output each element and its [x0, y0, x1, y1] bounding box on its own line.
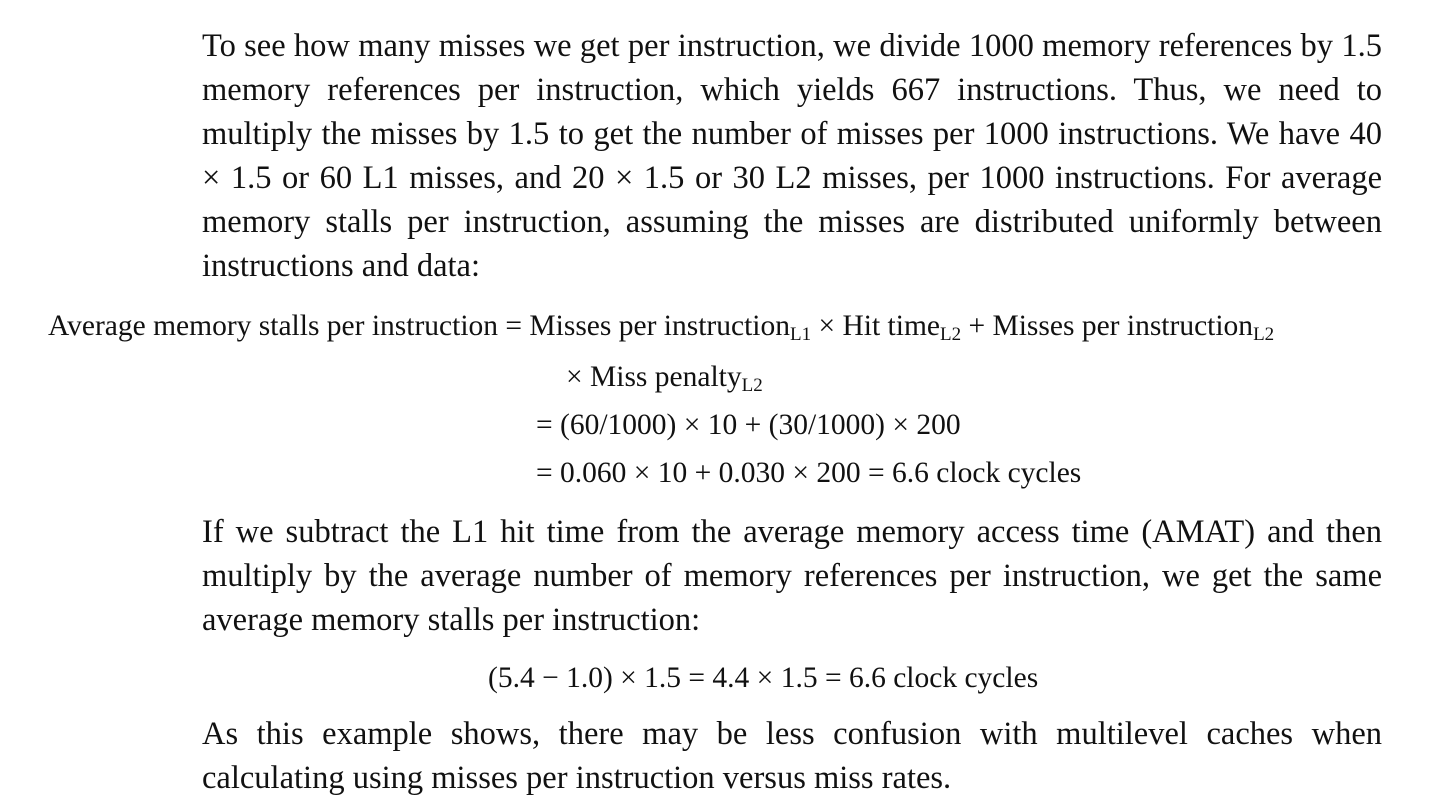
- term-miss-penalty: Miss penalty: [590, 361, 742, 393]
- times-sign: ×: [818, 310, 836, 342]
- term-hit-time: Hit time: [842, 310, 940, 342]
- term-misses-per-instruction-l1: Misses per instruction: [529, 310, 790, 342]
- subscript-l2: L2: [741, 375, 763, 396]
- paragraph-amat: If we subtract the L1 hit time from the average memory access time (AMAT) and then multiply by the average number of memory references per instruction, we get the same average memory stalls per instruction:: [202, 514, 1382, 638]
- equation-lhs: Average memory stalls per instruction: [48, 310, 499, 342]
- equation-amat: (5.4 − 1.0) × 1.5 = 4.4 × 1.5 = 6.6 clock cycles: [488, 662, 1039, 694]
- subscript-l2: L2: [940, 324, 962, 345]
- equation-line-4: = 0.060 × 10 + 0.030 × 200 = 6.6 clock cycles: [536, 457, 1082, 489]
- subscript-l2: L2: [1253, 324, 1275, 345]
- equals-sign: =: [505, 310, 523, 342]
- paragraph-conclusion: As this example shows, there may be less confusion with multilevel caches when calculating using misses per instruction versus miss rates.: [202, 716, 1382, 796]
- equation-line-3: = (60/1000) × 10 + (30/1000) × 200: [536, 409, 961, 441]
- times-sign: ×: [566, 361, 583, 393]
- plus-sign: +: [968, 310, 986, 342]
- paragraph-misses-per-instruction: To see how many misses we get per instruction, we divide 1000 memory references by 1.5 memory references per instruction, which yields 667 instructions. Thus, we need to multiply the misses by 1.5 to get the number of misses per 1000 instructions. We have 40 × 1.5 or 60 L1 misses, and 20 × 1.5 or 30 L2 misses, per 1000 instructions. For average memory stalls per instruction, assuming the misses are distributed uniformly between instructions and data:: [202, 28, 1382, 284]
- term-misses-per-instruction-l2: Misses per instruction: [992, 310, 1254, 342]
- equation-line-1: [48, 304, 1274, 348]
- subscript-l1: L1: [789, 324, 812, 345]
- equation-line-2: [566, 355, 763, 399]
